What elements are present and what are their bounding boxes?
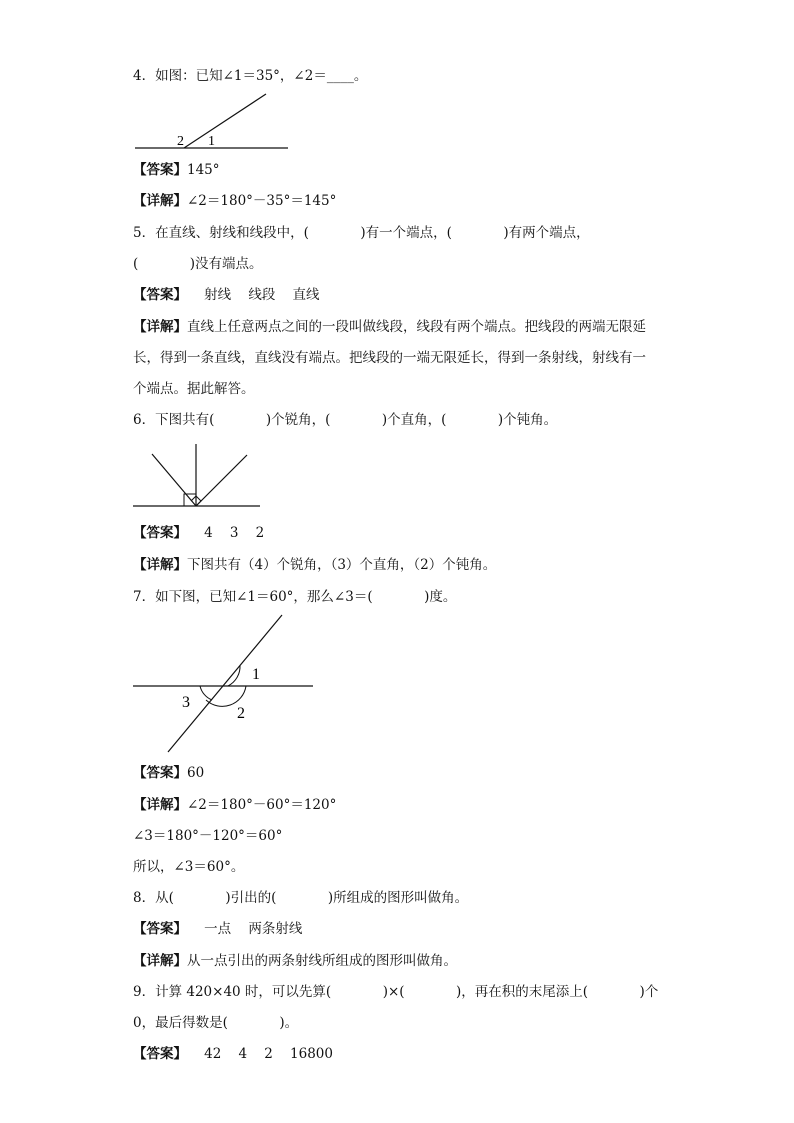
- q5-detail-line-1: 【详解】直线上任意两点之间的一段叫做线段，线段有两个端点。把线段的两端无限延: [133, 319, 646, 335]
- q4-angle-figure: [130, 90, 300, 159]
- q7-detail-line-3: 所以，∠3＝60°。: [133, 859, 245, 875]
- q8-answer: 【答案】 一点 两条射线: [133, 921, 303, 937]
- q5-detail-line-3: 个端点。据此解答。: [133, 381, 255, 397]
- q4-question: 4．如图：已知∠1＝35°，∠2＝____。: [133, 68, 368, 84]
- q9-answer: 【答案】 42 4 2 16800: [133, 1046, 333, 1062]
- q7-label-2: 2: [237, 705, 245, 722]
- q7-answer: 【答案】60: [133, 765, 205, 781]
- q8-detail: 【详解】从一点引出的两条射线所组成的图形叫做角。: [133, 953, 457, 969]
- q6-angles-figure: [130, 440, 270, 516]
- q9-question-line-1: 9．计算 420×40 时，可以先算( )×( )，再在积的末尾添上( )个: [133, 984, 659, 1000]
- q5-answer: 【答案】 射线 线段 直线: [133, 287, 320, 303]
- q7-angles-figure: [130, 612, 320, 761]
- q7-detail-line-2: ∠3＝180°－120°＝60°: [133, 828, 283, 844]
- q7-question: 7．如下图，已知∠1＝60°，那么∠3＝( )度。: [133, 589, 457, 605]
- q6-detail: 【详解】下图共有（4）个锐角，（3）个直角，（2）个钝角。: [133, 557, 497, 573]
- q7-detail-line-1: 【详解】∠2＝180°－60°＝120°: [133, 797, 337, 813]
- q8-question: 8．从( )引出的( )所组成的图形叫做角。: [133, 890, 469, 906]
- q4-detail: 【详解】∠2＝180°－35°＝145°: [133, 193, 337, 209]
- q9-question-line-2: 0，最后得数是( )。: [133, 1015, 299, 1031]
- q5-question-line-2: ( )没有端点。: [133, 256, 263, 272]
- q5-question-line-1: 5．在直线、射线和线段中，( )有一个端点，( )有两个端点，: [133, 225, 590, 241]
- q7-label-3: 3: [182, 694, 190, 711]
- q5-detail-line-2: 长，得到一条直线，直线没有端点。把线段的一端无限延长，得到一条射线，射线有一: [133, 350, 646, 366]
- q6-question: 6．下图共有( )个锐角，( )个直角，( )个钝角。: [133, 412, 558, 428]
- q4-answer: 【答案】145°: [133, 162, 220, 178]
- q4-label-1: 1: [208, 134, 215, 149]
- q7-label-1: 1: [252, 666, 260, 683]
- q6-answer: 【答案】 4 3 2: [133, 525, 265, 541]
- q4-label-2: 2: [177, 134, 184, 149]
